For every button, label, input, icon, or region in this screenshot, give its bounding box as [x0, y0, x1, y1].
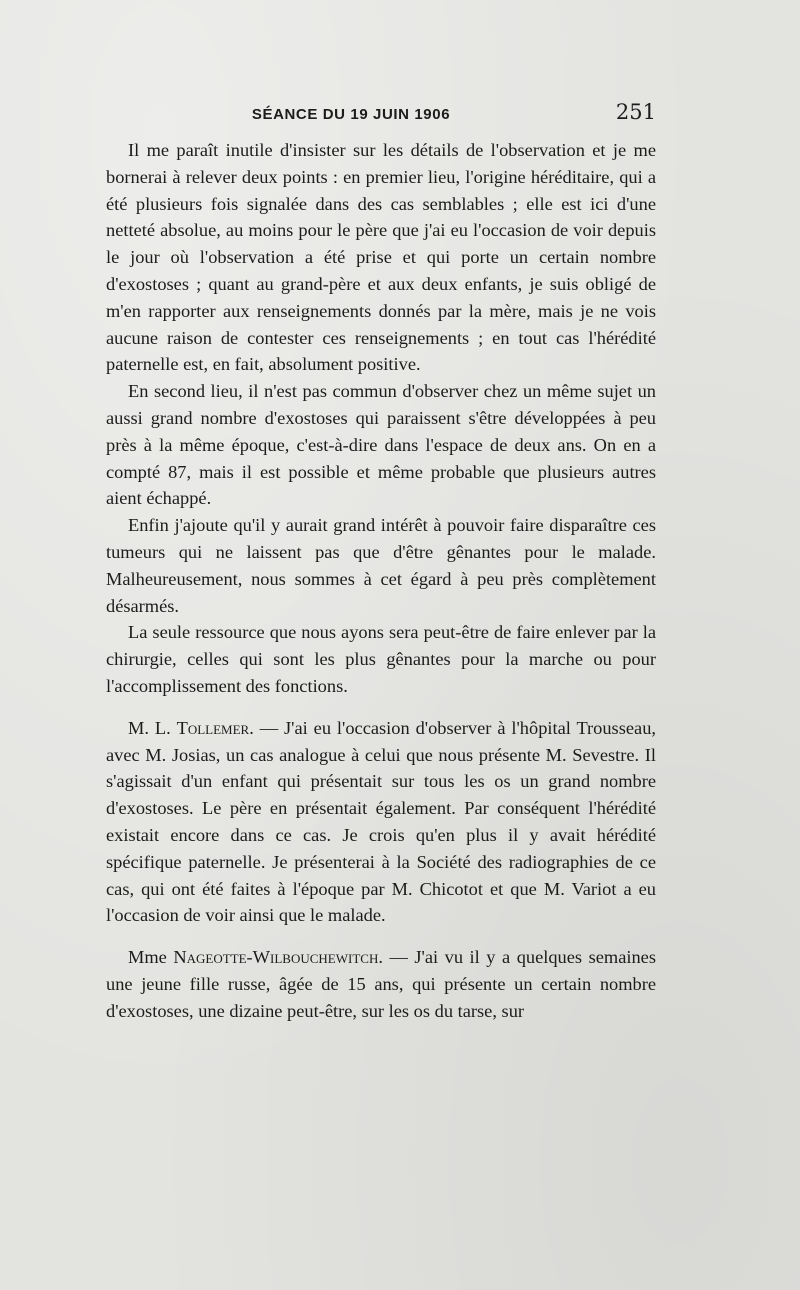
- running-title: SÉANCE DU 19 JUIN 1906: [251, 106, 451, 123]
- speaker-prefix: Mme: [128, 947, 174, 968]
- body-text: [106, 137, 656, 1025]
- paragraph: La seule ressource que nous ayons sera peut-être de faire enlever par la chirurgie, celles qui sont les plus gênantes pour la marche ou pour l'accomplissement des fonctions.: [106, 622, 656, 696]
- intervention-tollemer: [106, 715, 656, 929]
- paragraph: En second lieu, il n'est pas commun d'observer chez un même sujet un aussi grand nombre d'exostoses qui paraissent s'être développées à peu près à la même époque, c'est-à-dire dans l'espace de deux ans. On en a compté 87, mais il est possible et même probable que plusieurs autres aient échappé.: [106, 381, 656, 509]
- speaker-prefix: M. L.: [128, 717, 177, 738]
- intervention-nageotte: [106, 944, 656, 1024]
- speaker-name: Tollemer.: [176, 717, 254, 738]
- speaker-name: Nageotte-Wilbouchewitch.: [173, 947, 383, 968]
- intervention-text: — J'ai eu l'occasion d'observer à l'hôpital Trousseau, avec M. Josias, un cas analogue à celui que nous présente M. Sevestre. Il s'agissait d'un enfant qui présentait sur tous les os un grand nombre d'exostoses. Le père en présentait également. Par conséquent l'hérédité existait encore dans ce cas. Je crois qu'en plus il y avait hérédité spécifique paternelle. Je présenterai à la Société des radiographies de ce cas, qui ont été faites à l'époque par M. Chicotot et que M. Variot a eu l'occasion de voir ainsi que le malade.: [106, 717, 656, 926]
- page-number: 251: [615, 100, 656, 124]
- intervention-text: — J'ai vu il y a quelques semaines une jeune fille russe, âgée de 15 ans, qui présente un certain nombre d'exostoses, une dizaine peut-être, sur les os du tarse, sur: [106, 947, 656, 1021]
- running-head: [106, 100, 656, 130]
- paragraph: Il me paraît inutile d'insister sur les détails de l'observation et je me bornerai à relever deux points : en premier lieu, l'origine héréditaire, qui a été plusieurs fois signalée dans des cas semblables ; elle est ici d'une netteté absolue, au moins pour le père que j'ai eu l'occasion de voir depuis le jour où l'observation a été prise et qui porte un certain nombre d'exostoses ; quant au grand-père et aux deux enfants, je suis obligé de m'en rapporter aux renseignements donnés par la mère, mais je ne vois aucune raison de contester ces renseignements ; en tout cas l'hérédité paternelle est, en fait, absolument positive.: [106, 140, 656, 375]
- paragraph: Enfin j'ajoute qu'il y aurait grand intérêt à pouvoir faire disparaître ces tumeurs qui ne laissent pas que d'être gênantes pour le malade. Malheureusement, nous sommes à cet égard à peu près complètement désarmés.: [106, 515, 656, 616]
